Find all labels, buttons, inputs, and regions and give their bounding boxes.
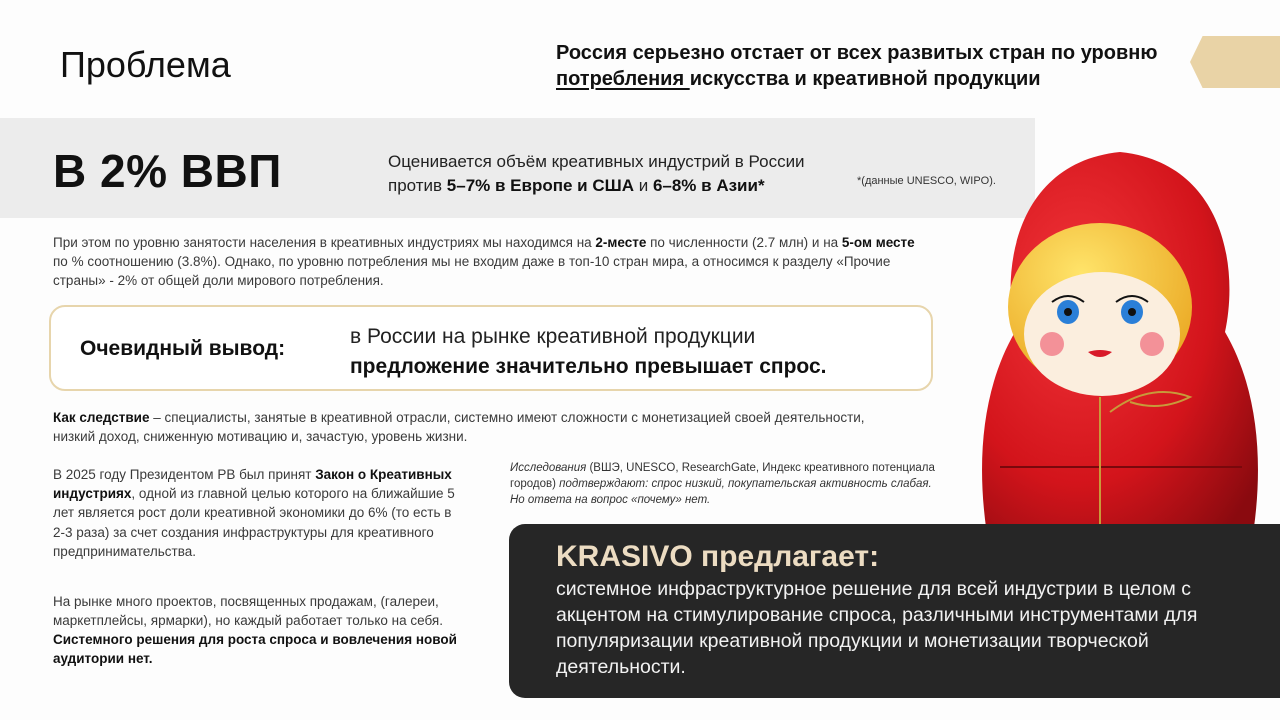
p3-bold: Закон о Креативных индустриях xyxy=(53,467,452,502)
stat-desc-text: Оцениваетcя объём креативных индустрий в России против xyxy=(388,152,805,195)
p4-text: На рынке много проектов, посвященных продажам, (галереи, маркетплейсы, ярмарки), но каждый работает только на себя. xyxy=(53,594,443,628)
p2-bold: Как следствие xyxy=(53,410,150,425)
gold-tab-decoration xyxy=(1190,36,1280,88)
headline-part1: Россия серьезно отстает от всех развитых стран по уровню xyxy=(556,42,1158,64)
p1-bold1: 2-месте xyxy=(595,235,647,250)
conclusion-text xyxy=(350,322,826,382)
stat-value: В 2% ВВП xyxy=(53,145,282,197)
headline-underlined: потребления xyxy=(556,68,690,90)
p4-bold: Системного решения для роста спроса и вовлечения новой аудитории нет. xyxy=(53,632,457,666)
conclusion-line1: в России на рынке креативной продукции xyxy=(350,325,756,348)
p1-text3: по % соотношению (3.8%). Однако, по уровню потребления мы не входим даже в топ-10 стран мира, а относимся к разделу «Прочие страны» - 2% от общей доли мирового потребления. xyxy=(53,254,891,288)
stat-desc-bold-europe: 5–7% в Европе и США xyxy=(446,176,634,195)
p3-text2: , одной из главной целью которого на ближайшие 5 лет является рост доли креативной экономики до 6% (то есть в 2-3 раза) за счет создания инфраструктуры для креативного предпринимательства. xyxy=(53,486,455,559)
headline xyxy=(556,40,1196,92)
offer-title: KRASIVO предлагает: xyxy=(556,540,880,573)
p1-bold2: 5-ом месте xyxy=(841,235,915,250)
research-italic1: Исследования xyxy=(510,462,587,474)
conclusion-line2: предложение значительно превышает спрос. xyxy=(350,355,827,378)
consequence-paragraph xyxy=(53,408,873,446)
stat-desc-bold-asia: 6–8% в Азии* xyxy=(652,176,765,195)
stat-description xyxy=(388,150,848,198)
research-note xyxy=(510,460,940,508)
law-paragraph xyxy=(53,465,463,561)
p1-text1: При этом по уровню занятости населения в креативных индустриях мы находимся на xyxy=(53,235,596,250)
p2-text: – специалисты, занятые в креативной отрасли, системно имеют сложности с монетизацией своей деятельности, низкий доход, сниженную мотивацию и, зачастую, уровень жизни. xyxy=(53,410,865,444)
research-italic2: подтверждают: спрос низкий, покупательская активность слабая. Но ответа на вопрос «почему» нет. xyxy=(510,478,932,506)
conclusion-label: Очевидный вывод: xyxy=(80,337,286,360)
stat-footnote: *(данные UNESCO, WIPO). xyxy=(857,175,996,187)
offer-text: системное инфраструктурное решение для всей индустрии в целом с акцентом на стимулирование спроса, различными инструментами для популяризации креативной продукции и монетизации творческой деятельности. xyxy=(556,578,1198,678)
employment-paragraph xyxy=(53,233,923,290)
matryoshka-doll-image xyxy=(960,112,1280,572)
p3-text1: В 2025 году Президентом РВ был принят xyxy=(53,467,316,482)
headline-part2: искусства и креативной продукции xyxy=(689,68,1041,90)
market-paragraph xyxy=(53,592,493,668)
p1-text2: по численности (2.7 млн) и на xyxy=(646,235,842,250)
research-sources: (ВШЭ, UNESCO, ResearchGate, Индекс креативного потенциала городов) xyxy=(510,462,935,490)
slide-title: Проблема xyxy=(60,44,231,85)
stat-desc-and: и xyxy=(633,176,653,195)
